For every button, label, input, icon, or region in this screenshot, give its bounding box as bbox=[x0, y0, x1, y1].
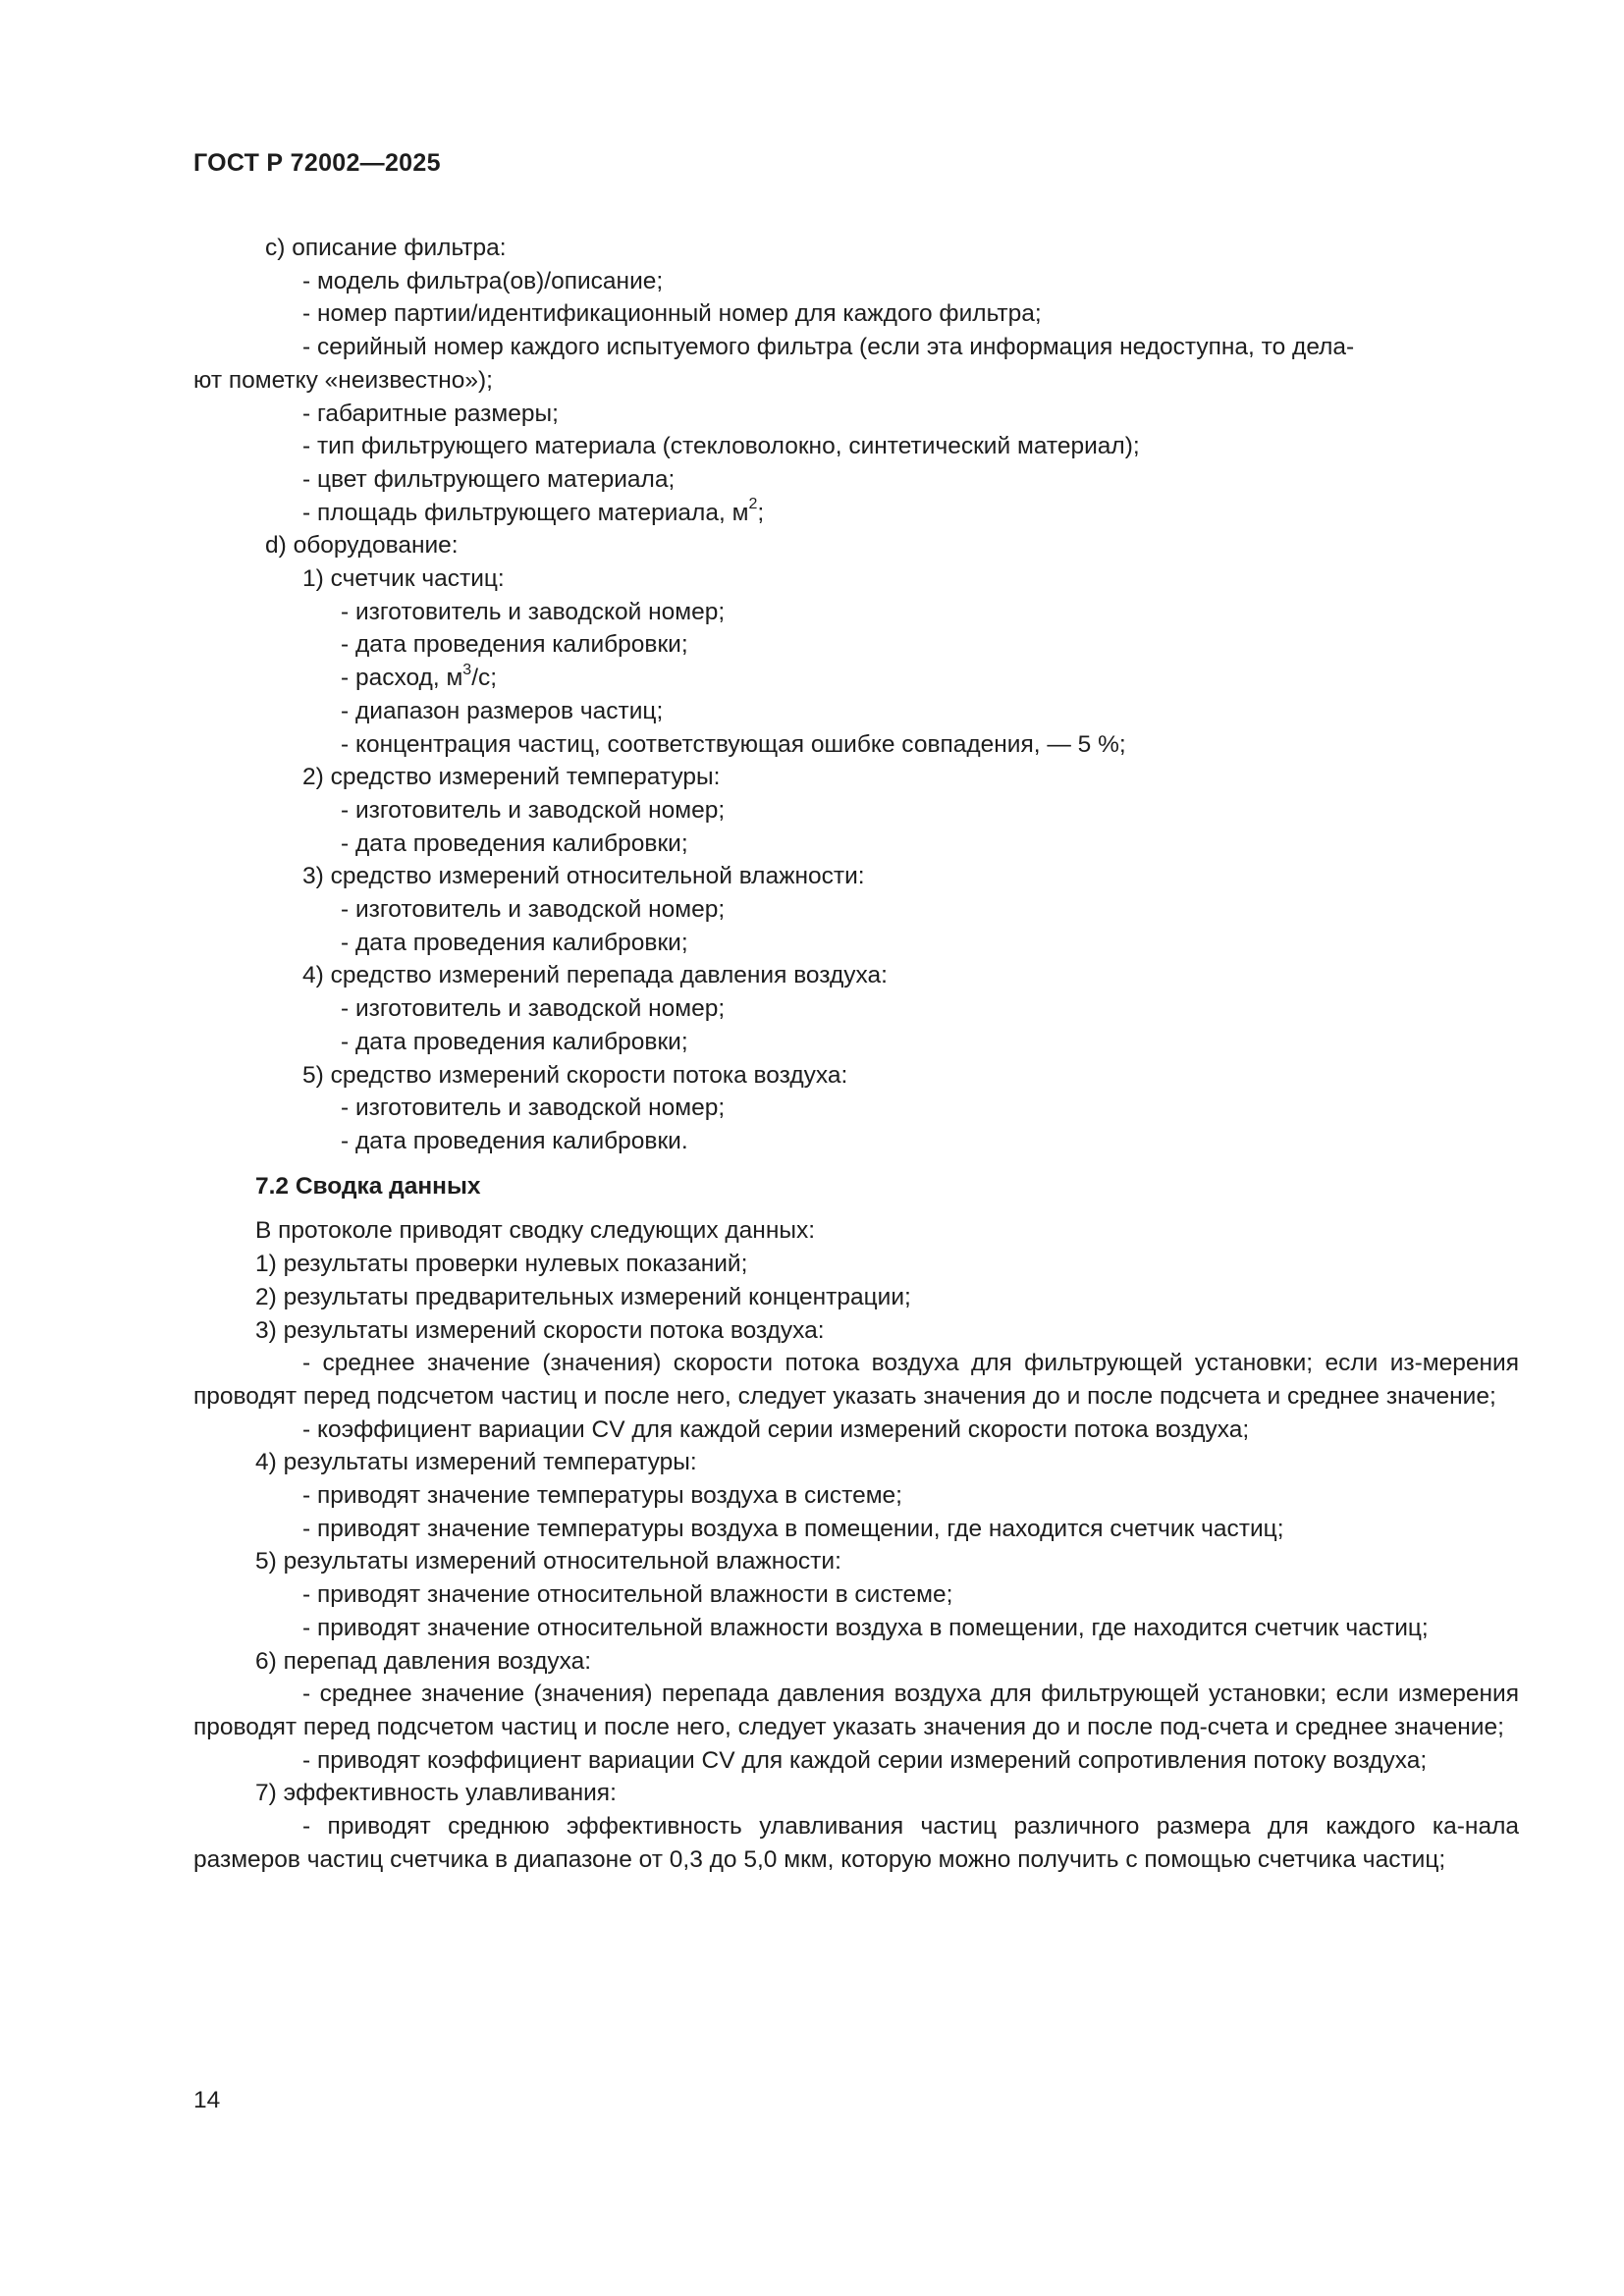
paragraph: - приводят среднюю эффективность улавливания частиц различного размера для каждого ка-нала размеров частиц счетчика в диапазоне от 0,3 до 5,0 мкм, которую можно получить с помощью счетчика частиц; bbox=[193, 1813, 1519, 1873]
list-item: 3) результаты измерений скорости потока воздуха: bbox=[255, 1316, 825, 1344]
list-item: 5) результаты измерений относительной влажности: bbox=[255, 1548, 841, 1575]
list-item: - приводят значение температуры воздуха в помещении, где находится счетчик частиц; bbox=[302, 1515, 1284, 1542]
list-item: - дата проведения калибровки. bbox=[341, 1127, 688, 1154]
list-item: 7) эффективность улавливания: bbox=[255, 1780, 617, 1807]
list-item: - концентрация частиц, соответствующая ошибке совпадения, — 5 %; bbox=[341, 730, 1126, 758]
list-item: - серийный номер каждого испытуемого фильтра (если эта информация недоступна, то дела- bbox=[302, 334, 1355, 361]
list-item: - дата проведения калибровки; bbox=[341, 1028, 688, 1055]
list-item: 6) перепад давления воздуха: bbox=[255, 1647, 592, 1675]
list-item: - изготовитель и заводской номер; bbox=[341, 598, 726, 625]
list-item: - дата проведения калибровки; bbox=[341, 929, 688, 956]
list-item: - дата проведения калибровки; bbox=[341, 829, 688, 857]
list-item: - габаритные размеры; bbox=[302, 400, 559, 427]
paragraph: В протоколе приводят сводку следующих данных: bbox=[255, 1217, 816, 1245]
paragraph: - приводят значение относительной влажности воздуха в помещении, где находится счетчик частиц; bbox=[302, 1614, 1429, 1641]
equipment-group-title: 1) счетчик частиц: bbox=[302, 565, 505, 593]
list-item: - приводят значение относительной влажности в системе; bbox=[302, 1581, 953, 1609]
filter-description-title: c) описание фильтра: bbox=[265, 235, 507, 261]
list-item: - диапазон размеров частиц; bbox=[341, 697, 664, 724]
list-item: - номер партии/идентификационный номер для каждого фильтра; bbox=[302, 300, 1042, 328]
list-item: 2) результаты предварительных измерений концентрации; bbox=[255, 1283, 911, 1310]
paragraph: - приводят коэффициент вариации CV для каждой серии измерений сопротивления потоку воздуха; bbox=[302, 1746, 1428, 1774]
list-item: - расход, $м^3/с$; bbox=[341, 661, 498, 692]
equipment-group-title: 5) средство измерений скорости потока воздуха: bbox=[302, 1061, 848, 1089]
paragraph: - среднее значение (значения) скорости потока воздуха для фильтрующей установки; если из-мерения проводят перед подсчетом частиц и после него, следует указать значения до и после подсчета и среднее значение; bbox=[193, 1350, 1519, 1410]
list-item: - изготовитель и заводской номер; bbox=[341, 1095, 726, 1122]
list-item: - изготовитель и заводской номер; bbox=[341, 896, 726, 924]
section-heading: 7.2 Сводка данных bbox=[255, 1172, 481, 1200]
document-code: ГОСТ Р 72002—2025 bbox=[193, 149, 441, 177]
list-item: - площадь фильтрующего материала, $м^2$; bbox=[302, 496, 765, 526]
equipment-group-title: 4) средство измерений перепада давления воздуха: bbox=[302, 962, 888, 989]
list-item: - дата проведения калибровки; bbox=[341, 631, 688, 659]
list-item-continuation: ют пометку «неизвестно»); bbox=[193, 366, 493, 394]
equipment-title: d) оборудование: bbox=[265, 532, 459, 560]
list-item: - модель фильтра(ов)/описание; bbox=[302, 267, 664, 294]
list-item: - приводят значение температуры воздуха в системе; bbox=[302, 1482, 902, 1510]
page-body bbox=[193, 232, 1519, 1876]
list-item: - тип фильтрующего материала (стекловолокно, синтетический материал); bbox=[302, 433, 1140, 460]
paragraph: - среднее значение (значения) перепада давления воздуха для фильтрующей установки; если измерения проводят перед подсчетом частиц и после него, следует указать значения до и после под-счета и среднее значение; bbox=[193, 1681, 1519, 1740]
list-item: - изготовитель и заводской номер; bbox=[341, 796, 726, 824]
list-item: 1) результаты проверки нулевых показаний; bbox=[255, 1251, 748, 1278]
list-item: - коэффициент вариации CV для каждой серии измерений скорости потока воздуха; bbox=[302, 1415, 1250, 1443]
equipment-group-title: 2) средство измерений температуры: bbox=[302, 764, 721, 791]
list-item: 4) результаты измерений температуры: bbox=[255, 1449, 697, 1476]
list-item: - изготовитель и заводской номер; bbox=[341, 995, 726, 1023]
page-number: 14 bbox=[193, 2087, 221, 2113]
equipment-group-title: 3) средство измерений относительной влажности: bbox=[302, 863, 865, 890]
list-item: - цвет фильтрующего материала; bbox=[302, 465, 676, 493]
